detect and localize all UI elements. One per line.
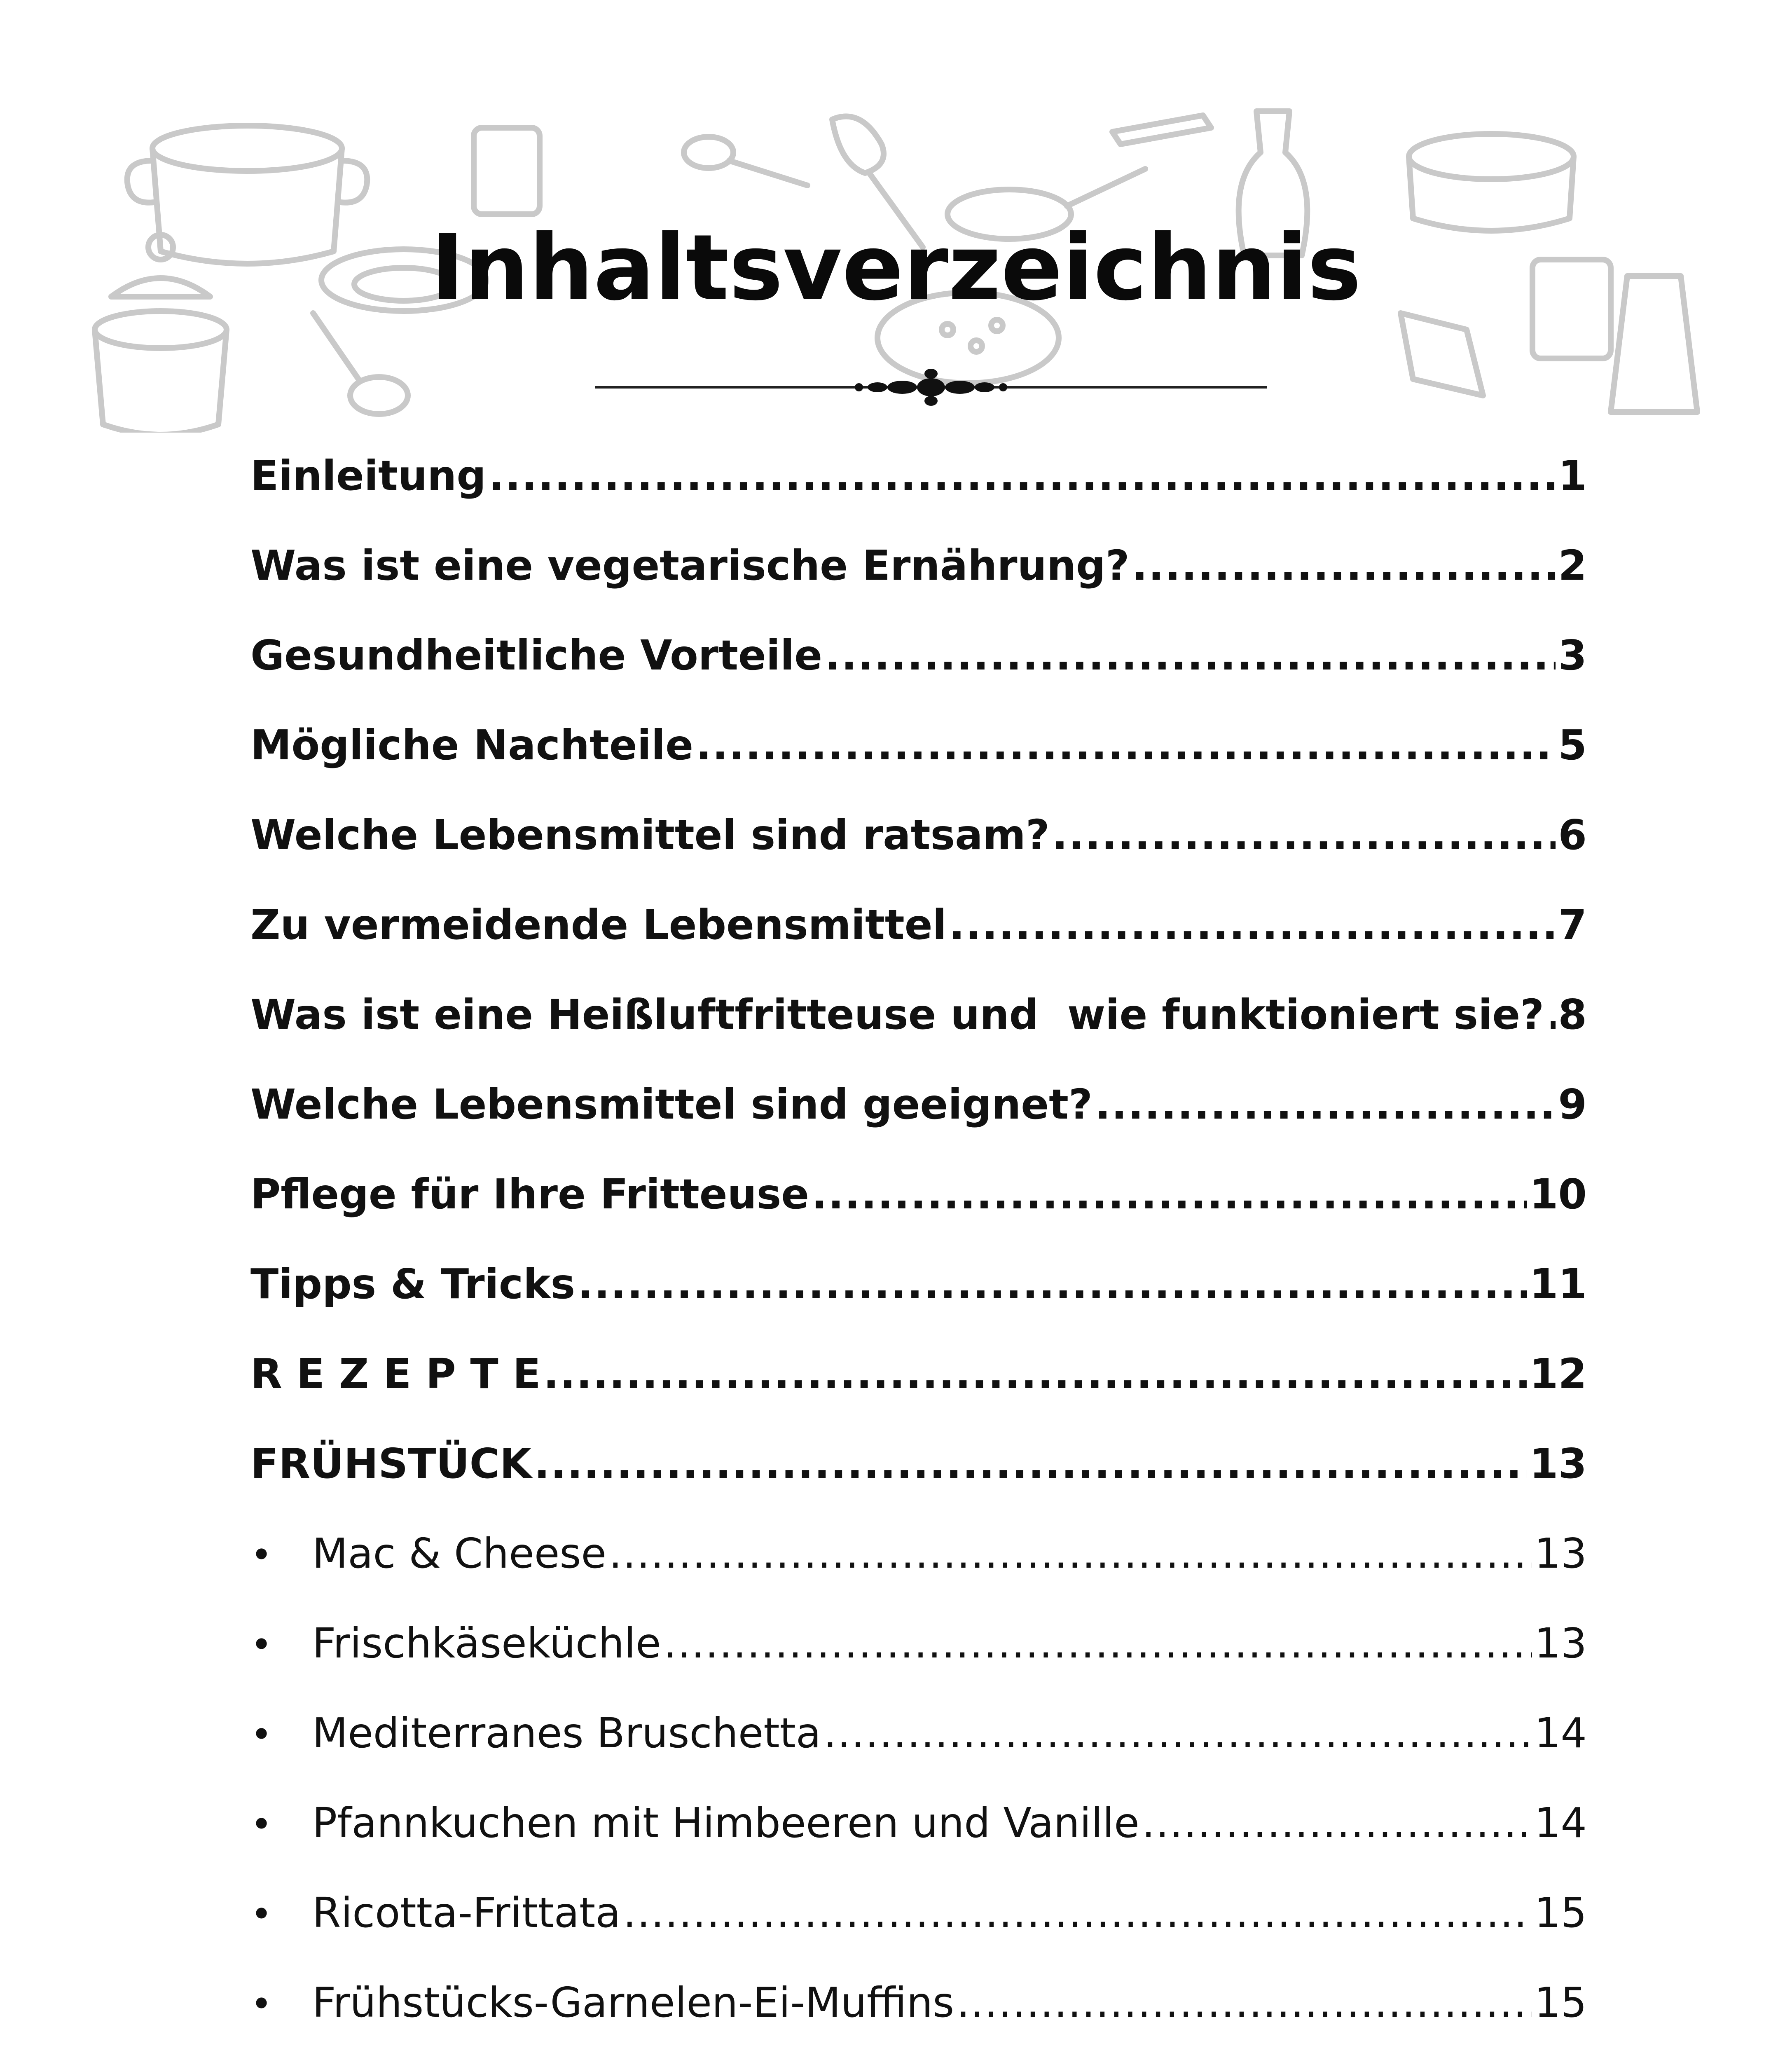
toc-entry-page: 2 bbox=[1558, 541, 1587, 590]
page-title: Inhaltsverzeichnis bbox=[430, 215, 1362, 321]
toc-entry-page: 13 bbox=[1529, 1440, 1587, 1488]
toc-entry-page: 3 bbox=[1558, 631, 1587, 679]
ornament-divider bbox=[595, 369, 1267, 406]
toc-entry-label: Was ist eine Heißluftfritteuse und wie funktioniert sie? bbox=[250, 990, 1544, 1039]
toc-entry-lebensmittel-ratsam[interactable] bbox=[250, 808, 1587, 898]
dot-leader bbox=[543, 1347, 1527, 1401]
toc-subentry-frischkaesekuechle[interactable] bbox=[250, 1617, 1587, 1707]
dot-leader bbox=[949, 898, 1556, 952]
toc-entry-moegliche-nachteile[interactable] bbox=[250, 719, 1587, 808]
toc-entry-page: 11 bbox=[1529, 1260, 1587, 1308]
toc-entry-label: Welche Lebensmittel sind geeignet? bbox=[250, 1080, 1093, 1128]
dot-leader bbox=[1095, 1078, 1556, 1131]
toc-entry-page: 7 bbox=[1558, 901, 1587, 949]
toc-subentry-bruschetta[interactable] bbox=[250, 1707, 1587, 1796]
toc-entry-page: 13 bbox=[1534, 1529, 1587, 1578]
knife-icon bbox=[1112, 115, 1211, 144]
toc-entry-label: Frischkäseküchle bbox=[312, 1619, 661, 1667]
toc-entry-label: R E Z E P T E bbox=[250, 1350, 541, 1398]
toc-entry-pflege-fritteuse[interactable] bbox=[250, 1168, 1587, 1257]
dot-leader bbox=[664, 1617, 1532, 1670]
cup-icon bbox=[474, 128, 540, 214]
dot-leader bbox=[1132, 539, 1556, 592]
toc-subentry-pfannkuchen[interactable] bbox=[250, 1796, 1587, 1886]
dot-leader bbox=[623, 1886, 1532, 1940]
toc-entry-rezepte[interactable] bbox=[250, 1347, 1587, 1437]
toc-entry-label: Welche Lebensmittel sind ratsam? bbox=[250, 811, 1050, 859]
dot-leader bbox=[489, 449, 1556, 503]
toc-subentry-garnelen-muffins[interactable] bbox=[250, 1976, 1587, 2060]
toc-entry-page: 5 bbox=[1558, 721, 1587, 769]
toc-entry-label: Tipps & Tricks bbox=[250, 1260, 575, 1308]
toc-entry-page: 12 bbox=[1529, 1350, 1587, 1398]
toc-entry-lebensmittel-geeignet[interactable] bbox=[250, 1078, 1587, 1168]
toc-subentry-mac-cheese[interactable] bbox=[250, 1527, 1587, 1617]
toc-entry-label: Ricotta-Frittata bbox=[312, 1889, 621, 1937]
toc-entry-label: Was ist eine vegetarische Ernährung? bbox=[250, 541, 1130, 590]
dot-leader bbox=[696, 719, 1556, 772]
toc-entry-fruehstueck[interactable] bbox=[250, 1437, 1587, 1527]
toc-entry-page: 15 bbox=[1534, 1978, 1587, 2027]
toc-entry-label: Mediterranes Bruschetta bbox=[312, 1709, 821, 1757]
bullet-icon: • bbox=[250, 1983, 273, 2026]
toc-entry-page: 14 bbox=[1534, 1709, 1587, 1757]
toc-entry-label: FRÜHSTÜCK bbox=[250, 1440, 532, 1488]
dot-leader bbox=[825, 629, 1556, 682]
toc-entry-tipps-tricks[interactable] bbox=[250, 1257, 1587, 1347]
dot-leader bbox=[1546, 988, 1556, 1042]
dot-leader bbox=[1142, 1796, 1532, 1850]
toc-entry-label: Frühstücks-Garnelen-Ei-Muffins bbox=[312, 1978, 954, 2027]
bullet-icon: • bbox=[250, 1803, 273, 1846]
toc-entry-page: 13 bbox=[1534, 1619, 1587, 1667]
toc-entry-heissluftfritteuse[interactable] bbox=[250, 988, 1587, 1078]
toc-entry-label: Gesundheitliche Vorteile bbox=[250, 631, 823, 679]
toc-entry-vegetarische-ernaehrung[interactable] bbox=[250, 539, 1587, 629]
bullet-icon: • bbox=[250, 1623, 273, 1667]
toc-entry-page: 9 bbox=[1558, 1080, 1587, 1128]
toc-entry-page: 1 bbox=[1558, 452, 1587, 500]
dot-leader bbox=[1052, 808, 1556, 862]
bullet-icon: • bbox=[250, 1713, 273, 1756]
bullet-icon: • bbox=[250, 1533, 273, 1577]
toc-entry-label: Mögliche Nachteile bbox=[250, 721, 694, 769]
spoon-icon bbox=[684, 137, 807, 185]
toc-entry-label: Mac & Cheese bbox=[312, 1529, 606, 1578]
toc-entry-page: 6 bbox=[1558, 811, 1587, 859]
toc-entry-label: Zu vermeidende Lebensmittel bbox=[250, 901, 947, 949]
dot-leader bbox=[957, 1976, 1532, 2030]
dot-leader bbox=[609, 1527, 1532, 1580]
toc-entry-page: 14 bbox=[1534, 1799, 1587, 1847]
toc-entry-page: 15 bbox=[1534, 1889, 1587, 1937]
toc-entry-label: Einleitung bbox=[250, 452, 486, 500]
toc-entry-page: 10 bbox=[1529, 1170, 1587, 1218]
dot-leader bbox=[534, 1437, 1527, 1491]
dot-leader bbox=[578, 1257, 1527, 1311]
dot-leader bbox=[812, 1168, 1527, 1221]
dot-leader bbox=[823, 1707, 1532, 1760]
toc-subentry-ricotta-frittata[interactable] bbox=[250, 1886, 1587, 1976]
toc-entry-page: 8 bbox=[1558, 990, 1587, 1039]
toc-entry-einleitung[interactable] bbox=[250, 449, 1587, 539]
bullet-icon: • bbox=[250, 1893, 273, 1936]
toc-entry-zu-vermeidende-lebensmittel[interactable] bbox=[250, 898, 1587, 988]
toc-entry-label: Pfannkuchen mit Himbeeren und Vanille bbox=[312, 1799, 1139, 1847]
toc-entry-label: Pflege für Ihre Fritteuse bbox=[250, 1170, 809, 1218]
toc-entry-gesundheitliche-vorteile[interactable] bbox=[250, 629, 1587, 719]
table-of-contents bbox=[250, 449, 1587, 2060]
